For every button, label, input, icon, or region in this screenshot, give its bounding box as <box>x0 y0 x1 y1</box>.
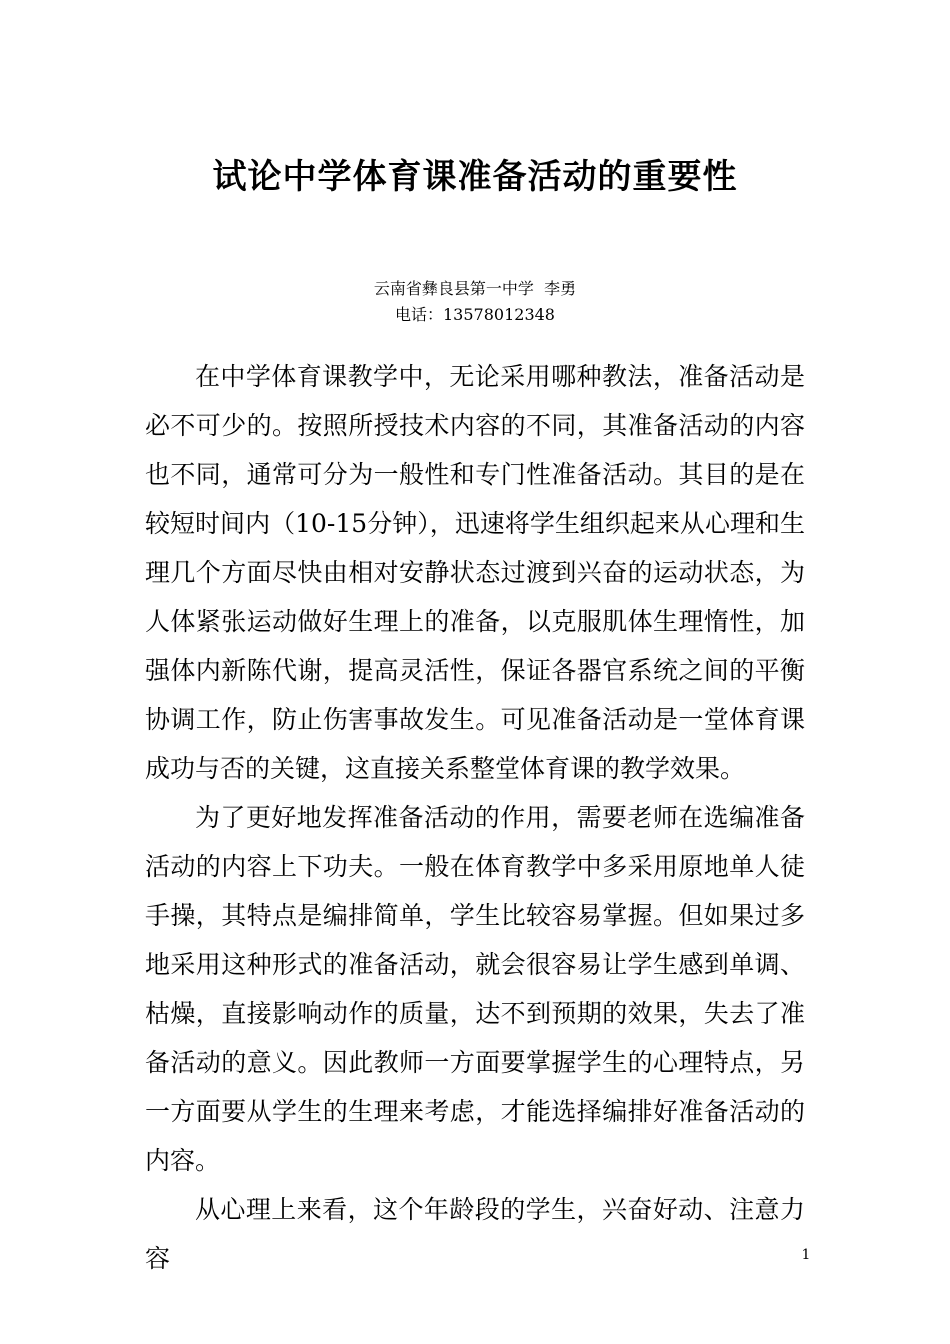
paragraph-2: 为了更好地发挥准备活动的作用，需要老师在选编准备活动的内容上下功夫。一般在体育教学中多采用原地单人徒手操，其特点是编排简单，学生比较容易掌握。但如果过多地采用这种形式的准备活动，就会很容易让学生感到单调、枯燥，直接影响动作的质量，达不到预期的效果，失去了准备活动的意义。因此教师一方面要掌握学生的心理特点，另一方面要从学生的生理来考虑，才能选择编排好准备活动的内容。 <box>145 803 805 1175</box>
paragraph-1: 在中学体育课教学中，无论采用哪种教法，准备活动是必不可少的。按照所授技术内容的不同，其准备活动的内容也不同，通常可分为一般性和专门性准备活动。其目的是在较短时间内（10-15分钟），迅速将学生组织起来从心理和生理几个方面尽快由相对安静状态过渡到兴奋的运动状态，为人体紧张运动做好生理上的准备，以克服肌体生理惰性，加强体内新陈代谢，提高灵活性，保证各器官系统之间的平衡协调工作，防止伤害事故发生。可见准备活动是一堂体育课成功与否的关键，这直接关系整堂体育课的教学效果。 <box>145 362 805 783</box>
phone-line: 电话：13578012348 <box>395 305 555 324</box>
page-number: 1 <box>801 1247 811 1263</box>
paragraph-3: 从心理上来看，这个年龄段的学生，兴奋好动、注意力容 <box>145 1195 805 1273</box>
document-title: 试论中学体育课准备活动的重要性 <box>212 157 738 197</box>
byline <box>0 276 950 328</box>
body-text <box>145 352 805 1283</box>
author-line: 云南省彝良县第一中学 李勇 <box>373 279 577 298</box>
